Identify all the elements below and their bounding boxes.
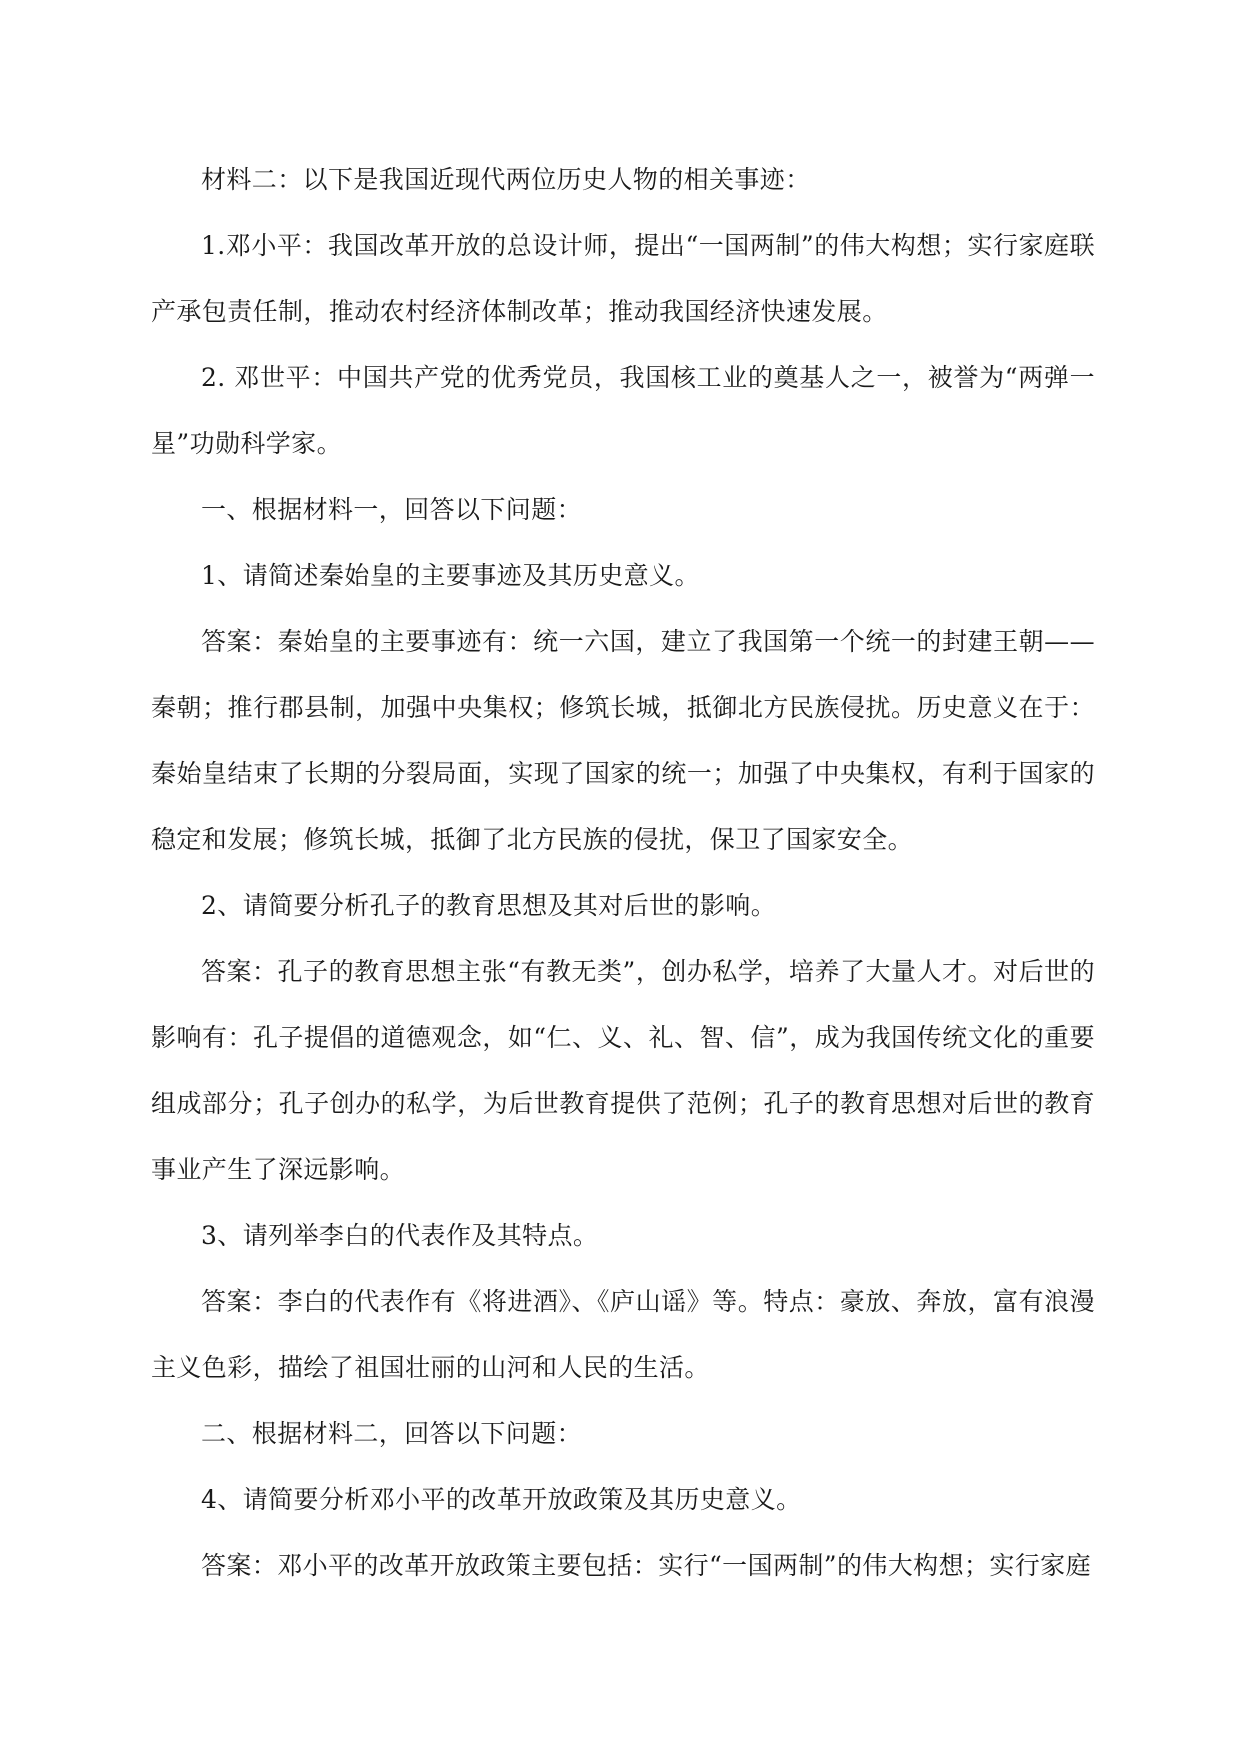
answer-2: 答案：孔子的教育思想主张“有教无类”，创办私学，培养了大量人才。对后世的影响有：孔子提倡的道德观念，如“仁、义、礼、智、信”，成为我国传统文化的重要组成部分；孔子创办的私学，为后世教育提供了范例；孔子的教育思想对后世的教育事业产生了深远影响。 bbox=[151, 957, 1095, 1184]
answer-3: 答案：李白的代表作有《将进酒》、《庐山谣》等。特点：豪放、奔放，富有浪漫主义色彩，描绘了祖国壮丽的山河和人民的生活。 bbox=[151, 1287, 1095, 1382]
question-4: 4、请简要分析邓小平的改革开放政策及其历史意义。 bbox=[201, 1485, 802, 1514]
question-2: 2、请简要分析孔子的教育思想及其对后世的影响。 bbox=[201, 891, 777, 920]
answer-1: 答案：秦始皇的主要事迹有：统一六国，建立了我国第一个统一的封建王朝——秦朝；推行郡县制，加强中央集权；修筑长城，抵御北方民族侵扰。历史意义在于：秦始皇结束了长期的分裂局面，实现了国家的统一；加强了中央集权，有利于国家的稳定和发展；修筑长城，抵御了北方民族的侵扰，保卫了国家安全。 bbox=[151, 627, 1095, 854]
document-body bbox=[151, 147, 1095, 1599]
question-3: 3、请列举李白的代表作及其特点。 bbox=[201, 1221, 599, 1250]
question-1: 1、请简述秦始皇的主要事迹及其历史意义。 bbox=[201, 561, 700, 590]
section-heading-two: 二、根据材料二，回答以下问题： bbox=[201, 1419, 583, 1448]
material-two-intro: 材料二：以下是我国近现代两位历史人物的相关事迹： bbox=[201, 165, 811, 194]
material-item-deng-shiping: 2. 邓世平：中国共产党的优秀党员，我国核工业的奠基人之一，被誉为“两弹一星”功勋科学家。 bbox=[151, 363, 1095, 458]
answer-4: 答案：邓小平的改革开放政策主要包括：实行“一国两制”的伟大构想；实行家庭 bbox=[201, 1551, 1091, 1580]
section-heading-one: 一、根据材料一，回答以下问题： bbox=[201, 495, 583, 524]
material-item-deng-xiaoping: 1.邓小平：我国改革开放的总设计师，提出“一国两制”的伟大构想；实行家庭联产承包责任制，推动农村经济体制改革；推动我国经济快速发展。 bbox=[151, 231, 1095, 326]
